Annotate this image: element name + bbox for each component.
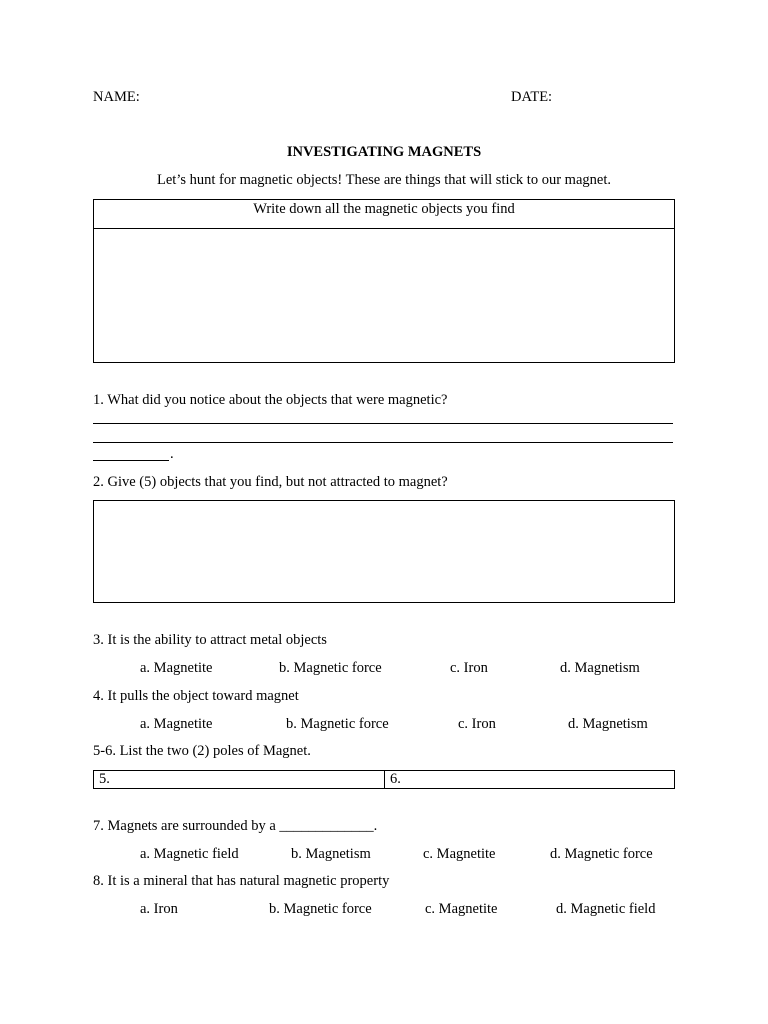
non-magnetic-objects-box[interactable] [93,500,675,603]
q7-choice-d[interactable]: d. Magnetic force [550,846,653,862]
q8-choice-b[interactable]: b. Magnetic force [269,901,372,917]
q3-choice-b[interactable]: b. Magnetic force [279,660,382,676]
q4-choice-b[interactable]: b. Magnetic force [286,716,389,732]
q3-choice-d[interactable]: d. Magnetism [560,660,640,676]
answer-line-1[interactable] [93,423,673,424]
pole-5-cell[interactable] [94,771,385,788]
poles-table [93,770,675,789]
magnetic-objects-answer-area[interactable] [94,229,674,362]
pole-6-cell[interactable] [385,771,674,788]
q3-choice-c[interactable]: c. Iron [450,660,488,676]
q7-choice-a[interactable]: a. Magnetic field [140,846,239,862]
magnetic-objects-table [93,199,675,363]
name-label: NAME: [93,89,140,105]
q3-choice-a[interactable]: a. Magnetite [140,660,213,676]
question-5-6-text: 5-6. List the two (2) poles of Magnet. [93,743,311,759]
q7-choice-b[interactable]: b. Magnetism [291,846,371,862]
q8-choice-c[interactable]: c. Magnetite [425,901,498,917]
answer-line-2[interactable] [93,442,673,443]
answer-end-mark: . [170,446,174,462]
question-1-text: 1. What did you notice about the objects that were magnetic? [93,392,448,408]
question-2-text: 2. Give (5) objects that you find, but not attracted to magnet? [93,474,448,490]
question-3-text: 3. It is the ability to attract metal objects [93,632,327,648]
pole-6-label: 6. [390,771,401,787]
q8-choice-d[interactable]: d. Magnetic field [556,901,656,917]
q8-choice-a[interactable]: a. Iron [140,901,178,917]
q7-choice-c[interactable]: c. Magnetite [423,846,496,862]
pole-5-label: 5. [99,771,110,787]
date-label: DATE: [511,89,553,105]
q4-choice-a[interactable]: a. Magnetite [140,716,213,732]
q4-choice-d[interactable]: d. Magnetism [568,716,648,732]
intro-text: Let’s hunt for magnetic objects! These are things that will stick to our magnet. [157,172,611,188]
q4-choice-c[interactable]: c. Iron [458,716,496,732]
question-4-text: 4. It pulls the object toward magnet [93,688,299,704]
question-8-text: 8. It is a mineral that has natural magnetic property [93,873,390,889]
question-7-text: 7. Magnets are surrounded by a _____________. [93,818,378,834]
page-title: INVESTIGATING MAGNETS [286,144,482,160]
answer-line-3[interactable] [93,460,169,461]
magnetic-objects-table-header: Write down all the magnetic objects you find [94,200,674,229]
